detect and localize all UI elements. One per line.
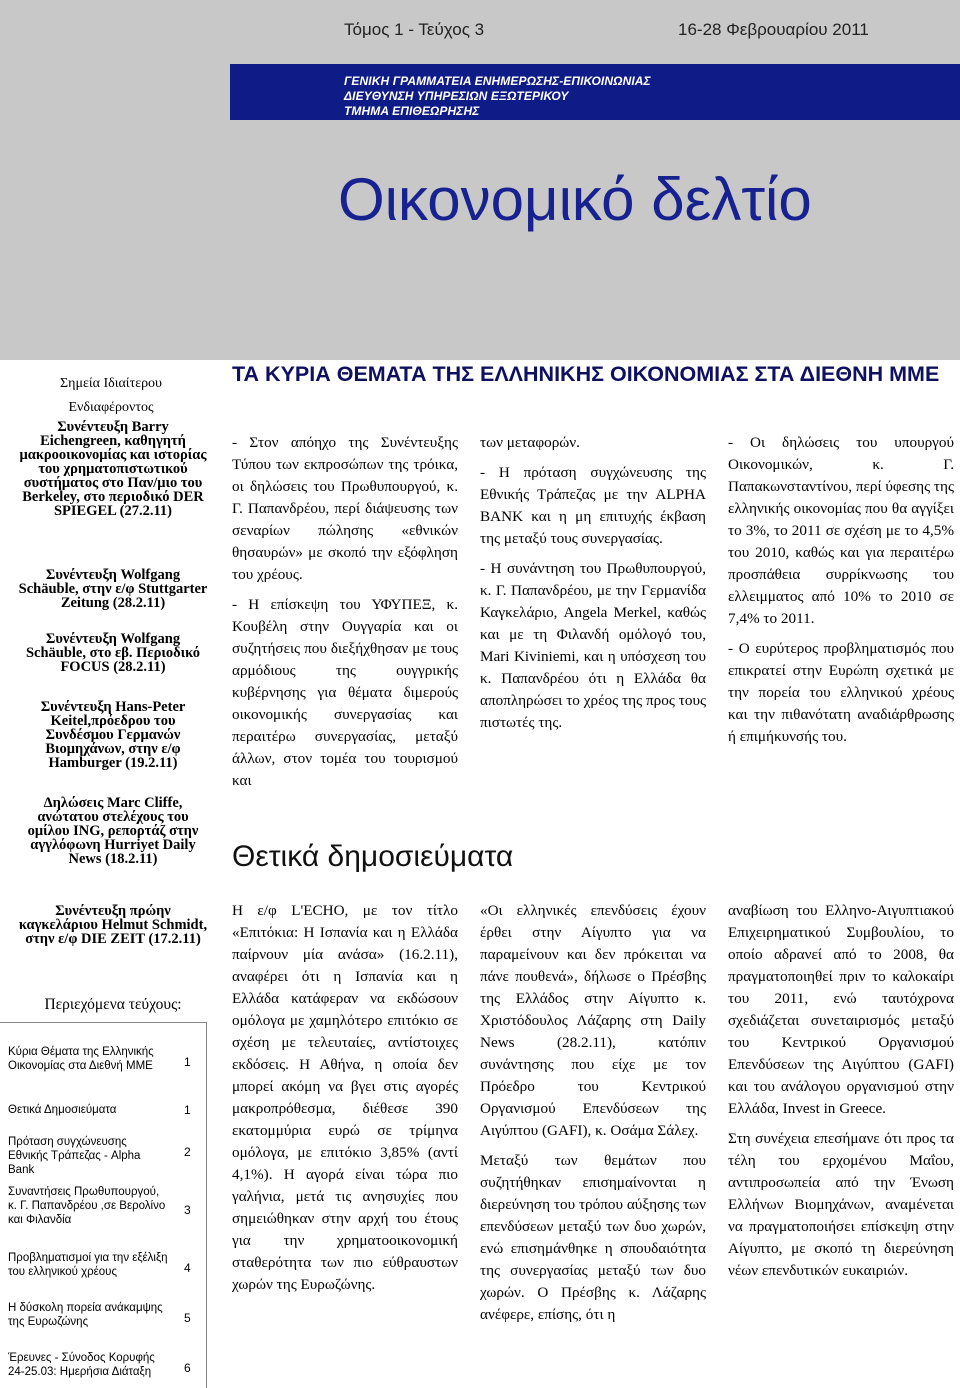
highlight-item: Συνέντευξη Wolfgang Schäuble, στην ε/φ Stuttgarter Zeitung (28.2.11)	[18, 567, 208, 611]
highlight-item: Συνέντευξη πρώην καγκελάριου Helmut Schmidt, στην ε/φ DIE ZEIT (17.2.11)	[18, 903, 208, 947]
topic-paragraph: - Οι δηλώσεις του υπουργού Οικονομικών, κ. Γ. Παπακωνσταντίνου, περί ύφεσης της ελληνικής οικονομίας που θα αγγίξει το 3%, το 2011 σε σχέση με το 4,5% του 2010, καθώς και για περαιτέρω προσπάθεια συρρίκνωσης του ελλειμματος από 10% το 2010 σε 7,4% το 2011.	[728, 434, 954, 627]
title-panel	[230, 120, 960, 360]
toc-page: 3	[184, 1203, 191, 1217]
positive-paragraph: αναβίωση του Ελληνο-Αιγυπτιακού Επιχειρηματικού Συμβουλίου, το οποίο αδρανεί από το 2008, θα πραγματοποιηθεί πριν το καλοκαίρι του 2011, ενώ ταυτόχρονα σχεδιάζεται συνεταιρισμός μεταξύ του Κεντρικού Οργανισμού Επενδύσεων της Αιγύπτου (GAFI) και του ανάλογου οργανισμού στην Ελλάδα, Invest in Greece.	[728, 902, 954, 1117]
toc-page: 1	[184, 1055, 191, 1069]
highlight-item: Συνέντευξη Wolfgang Schäuble, στο εβ. Περιοδικό FOCUS (28.2.11)	[25, 631, 201, 675]
topic-paragraph: - Στον απόηχο της Συνέντευξης Τύπου των εκπροσώπων της τρόικα, οι δηλώσεις του Πρωθυπουργού, κ. Γ. Παπανδρέου, περί διάψευσης των σεναρίων πώλησης «εθνικών θησαυρών» με σκοπό την εξόφληση του χρέους.	[232, 434, 458, 583]
positive-paragraph: Η ε/φ L'ECHO, με τον τίτλο «Επιτόκια: Η Ισπανία και η Ελλάδα παίρνουν μία ανάσα» (16.2.11), αναφέρει ότι η Ισπανία και η Ελλάδα κατάφεραν να εκδώσουν ομόλογα με χαμηλότερο επιτόκιο σε σχέση με τελευταίες, αντίστοιχες εκδόσεις. Η Αθήνα, η οποία δεν μπορεί ακόμη να βγει στις αγορές μακροπρόθεσμα, διέθεσε 390 εκατομμύρια ευρώ σε τρίμηνα ομόλογα, με επιτόκιο 3,85% (αντί 4,1%). Η αγορά είναι τώρα πιο γαλήνια, μετά τις ανησυχίες που σημειώθηκαν στην αρχή του έτους για την χρηματοοικονομική σταθερότητα των πιο εύθραυστων χωρών της Ευρωζώνης.	[232, 902, 458, 1293]
issue-volume: Τόμος 1 - Τεύχος 3	[344, 20, 485, 39]
positive-column-2	[480, 900, 706, 1334]
toc-label: Έρευνες - Σύνοδος Κορυφής 24-25.03: Ημερήσια Διάταξη	[8, 1352, 155, 1378]
org-line-1: ΓΕΝΙΚΗ ΓΡΑΜΜΑΤΕΙΑ ΕΝΗΜΕΡΩΣΗΣ-ΕΠΙΚΟΙΝΩΝΙΑΣ	[344, 74, 651, 88]
positive-paragraph: Μεταξύ των θεμάτων που συζητήθηκαν επισημαίνονται η διερεύνηση του τρόπου αύξησης των επενδύσεων μεταξύ των δυο χωρών, ενώ επισημάνθηκε η σπουδαιότητα της συνεργασίας μεταξύ των δυο χωρών. Ο Πρέσβης κ. Λάζαρης ανέφερε, επίσης, ότι η	[480, 1152, 706, 1323]
toc-label: Η δύσκολη πορεία ανάκαμψης της Ευρωζώνης	[8, 1302, 163, 1328]
topic-paragraph: - Η πρόταση συγχώνευσης της Εθνικής Τράπεζας με την ALPHA BANK και η μη επιτυχής έκβαση της μεταξύ τους συνεργασίας.	[480, 464, 706, 547]
toc-label: Θετικά Δημοσιεύματα	[8, 1104, 117, 1116]
header-left-panel	[0, 0, 230, 360]
topics-column-2	[480, 432, 706, 742]
sidebar-heading-line-2: Ενδιαφέροντος	[68, 400, 154, 415]
highlight-item: Συνέντευξη Barry Eichengreen, καθηγητή μακροοικονομίας και ιστορίας του χρηματοπιστωτικού συστήματος στο Παν/μιο του Berkeley, στο περιοδικό DER SPIEGEL (27.2.11)	[19, 419, 207, 519]
positive-coverage-title: Θετικά δημοσιεύματα	[232, 840, 514, 873]
toc-page: 6	[184, 1361, 191, 1375]
topics-column-3	[728, 432, 954, 756]
organization-band	[230, 64, 960, 120]
toc-page: 4	[184, 1261, 191, 1275]
toc-label: Προβληματισμοί για την εξέλιξη του ελληνικού χρέους	[8, 1252, 168, 1278]
toc-page: 5	[184, 1311, 191, 1325]
section-heading: ΤΑ ΚΥΡΙΑ ΘΕΜΑΤΑ ΤΗΣ ΕΛΛΗΝΙΚΗΣ ΟΙΚΟΝΟΜΙΑΣ ΣΤΑ ΔΙΕΘΝΗ ΜΜΕ	[232, 362, 940, 386]
table-of-contents	[0, 1022, 207, 1388]
toc-page: 1	[184, 1103, 191, 1117]
toc-label: Κύρια Θέματα της Ελληνικής Οικονομίας στα Διεθνή ΜΜΕ	[8, 1046, 154, 1072]
issue-date: 16-28 Φεβρουαρίου 2011	[678, 20, 869, 39]
toc-label: Συναντήσεις Πρωθυπουργού, κ. Γ. Παπανδρέου ,σε Βερολίνο και Φιλανδία	[8, 1186, 166, 1226]
positive-column-3	[728, 900, 954, 1290]
sidebar-heading	[0, 376, 222, 424]
positive-paragraph: Στη συνέχεια επεσήμανε ότι προς τα τέλη του ερχομένου Μαΐου, αντιπροσωπεία από την Ένωση Ελλήνων Βιομηχάνων, αναμένεται να πραγματοποιήσει επίσκεψη στην Αίγυπτο, με σκοπό τη διερεύνηση νέων επενδυτικών ευκαιριών.	[728, 1130, 954, 1279]
toc-title: Περιεχόμενα τεύχους:	[44, 996, 182, 1013]
positive-paragraph: «Οι ελληνικές επενδύσεις έχουν έρθει στην Αίγυπτο για να παραμείνουν και δεν πρόκειται να πάνε πουθενά», δήλωσε ο Πρέσβης της Ελλάδος στην Αίγυπτο κ. Χριστόδουλος Λάζαρης στη Daily News (28.2.11), κατόπιν συνάντησης που είχε με τον Πρόεδρο του Κεντρικού Οργανισμού Επενδύσεων της Αιγύπτου (GAFI), κ. Οσάμα Σάλεχ.	[480, 902, 706, 1139]
org-line-3: ΤΜΗΜΑ ΕΠΙΘΕΩΡΗΣΗΣ	[344, 104, 480, 118]
highlight-item: Δηλώσεις Marc Cliffe, ανώτατου στελέχους του ομίλου ING, ρεπορτάζ στην αγγλόφωνη Hurriyet Daily News (18.2.11)	[27, 795, 199, 867]
toc-label: Πρόταση συγχώνευσης Εθνικής Τράπεζας - Alpha Bank	[8, 1136, 141, 1176]
sidebar-heading-line-1: Σημεία Ιδιαίτερου	[59, 376, 162, 391]
topic-paragraph: - Η επίσκεψη του ΥΦΥΠΕΞ, κ. Κουβέλη στην Ουγγαρία και οι συζητήσεις που διεξήχθησαν με τους αρμόδιους της ουγγρικής κυβέρνησης για θέματα διμερούς οικονομικής συνεργασίας και περαιτέρω συνεργασίας, μεταξύ άλλων, στον τομέα του τουρισμού και	[232, 596, 458, 789]
topics-column-1	[232, 432, 458, 800]
org-line-2: ΔΙΕΥΘΥΝΣΗ ΥΠΗΡΕΣΙΩΝ ΕΞΩΤΕΡΙΚΟΥ	[344, 89, 569, 103]
topic-paragraph: - Η συνάντηση του Πρωθυπουργού, κ. Γ. Παπανδρέου, με την Γερμανίδα Καγκελάριο, Angela Merkel, καθώς και με τη Φιλανδή ομόλογό του, Mari Kiviniemi, και η υπόσχεση του κ. Παπανδρέου ότι η Ελλάδα θα αποπληρώσει το χρέος της προς τους πιστωτές της.	[480, 560, 706, 731]
topic-paragraph: - Ο ευρύτερος προβληματισμός που επικρατεί στην Ευρώπη σχετικά με την πορεία του ελληνικού χρέους και την πιθανότατη αναδιάρθρωσης ή επιμήκυνσής του.	[728, 640, 954, 745]
positive-column-1	[232, 900, 458, 1304]
toc-page: 2	[184, 1145, 191, 1159]
highlight-item: Συνέντευξη Hans-Peter Keitel,πρόεδρου του Συνδέσμου Γερμανών Βιομηχάνων, στην ε/φ Hamburger (19.2.11)	[40, 699, 186, 771]
bulletin-title: Οικονομικό δελτίο	[338, 166, 812, 233]
topic-paragraph: των μεταφορών.	[480, 434, 580, 451]
